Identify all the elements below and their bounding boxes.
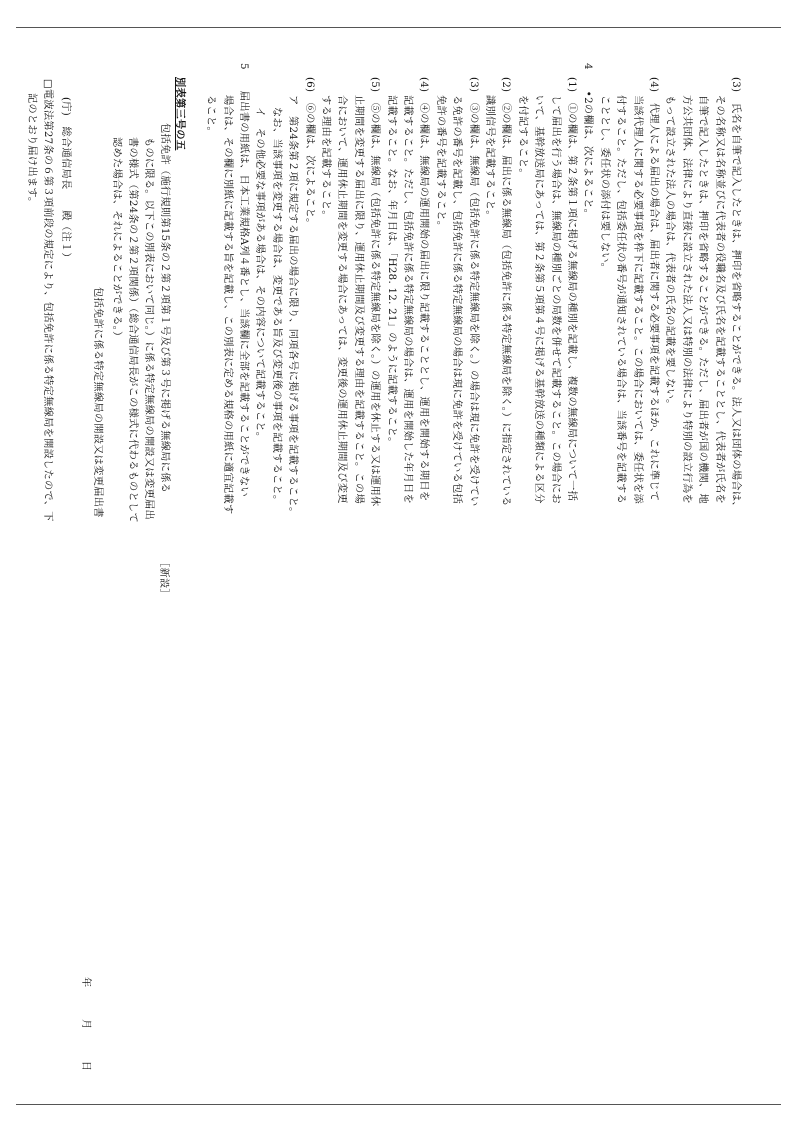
- date-field: 年 月 日: [80, 977, 91, 1072]
- instruction-line: (6) ⑥の欄は、次によること。: [303, 77, 315, 229]
- instruction-line: いて、基幹放送局にあっては、第２条第５項第４号に掲げる基幹放送の種類による区分: [533, 95, 545, 504]
- instruction-line: 合において、運用休止期間を変更する場合にあっては、変更後の運用休止期間及び変更: [336, 95, 348, 504]
- instruction-line: (3) ③の欄は、無線局（包括免許に係る特定無線局を除く。）の場合は現に免許を受けてい: [467, 77, 479, 507]
- instruction-line: する理由を記載すること。: [320, 95, 331, 221]
- bottom-rule: [16, 1104, 781, 1105]
- instruction-line: ア 第24条第２項に規定する届出の場合に限り、同項各号に掲げる事項を記載すること。: [287, 95, 299, 518]
- instruction-line: を付記すること。: [516, 95, 528, 179]
- addressee: (庁) 総合通信局長 殿（注１）: [60, 97, 71, 263]
- appendix-line: 書の様式（第24条の２第２項関係）（総合通信局長がこの様式に代わるものとして: [127, 137, 138, 524]
- new-tag: ［新設］: [158, 557, 169, 599]
- instruction-line: 方公共団体、法律により直接に設立された法人又は特別の法律により特別の設立行為を: [680, 95, 692, 505]
- instruction-line: 記載すること。なお、年月日は、「H28. 12. 21」のように記載すること。: [385, 95, 397, 448]
- instruction-line: (4) 代理人による届出の場合は、届出者に関する必要事項を記載するほか、これに準じて: [648, 77, 659, 502]
- instruction-line: その名称又は名称並びに代表者の役職名及び氏名を記載することとし、代表者が氏名を: [713, 95, 725, 505]
- appendix-title: 別表第三号の五: [174, 77, 186, 151]
- instruction-line: 自筆で記入したときは、押印を省略することができる。ただし、届出者が国の機関、地: [697, 95, 709, 505]
- instruction-line: る免許の番号を記載し、包括免許に係る特定無線局の場合は現に免許を受けている包括: [451, 95, 463, 505]
- appendix-line: 認めた場合は、それによることができる。）: [111, 137, 122, 342]
- instruction-line: 4 •2の欄は、次によること。: [582, 63, 594, 220]
- rotated-sheet: [16, 27, 781, 1104]
- rotated-content: [16, 27, 781, 1104]
- instruction-line: 止期間を変更する届出に限り、運用休止期間及び変更する理由を記載すること。この場: [352, 95, 364, 505]
- instruction-line: (4) ④の欄は、無線局の運用開始の届出に限り記載することとし、運用を開始する期日を: [418, 77, 430, 502]
- instruction-line: 免許の番号を記載すること。: [434, 95, 446, 232]
- instruction-line: なお、当該事項を変更する場合は、変更である旨及び変更後の事項を記載すること。: [270, 107, 282, 506]
- instruction-line: 当該代理人に関する必要事項を枠下に記載すること。この場合においては、委任状を添: [631, 95, 643, 505]
- appendix-line: 包括免許（施行規則第15条の２第２項第１号及び第３号に掲げる無線局に係る: [159, 123, 170, 494]
- instruction-line: 5 届出書の用紙は、日本工業規格A列４番とし、当該欄に全部を記載することができない: [238, 63, 249, 497]
- instruction-line: 記載すること。ただし、包括免許に係る特定無線局の場合は、運用を開始した年月日を: [402, 95, 413, 505]
- instruction-line: して届出を行う場合は、無線局の種別ごとの局数を併せて記載すること。この場合にお: [549, 95, 561, 505]
- instruction-line: (3) 氏名を自筆で記入したときは、押印を省略することができる。法人又は団体の場合は、: [730, 77, 741, 512]
- instruction-line: ること。: [205, 95, 217, 137]
- instruction-line: (1) ①の欄は、第２条第１項に掲げる無線局の種別を記載し、複数の無線局について一括: [566, 77, 577, 502]
- declaration-checkbox-line: □電波法第27条の６第３項前段の規定により、包括免許に係る特定無線局を開設したので、下: [42, 79, 53, 522]
- instruction-line: (5) ⑤の欄は、無線局（包括免許に係る特定無線局を除く。）の運用を休止する又は運用休: [369, 77, 381, 507]
- instruction-line: 場合は、その欄に別紙に記載する旨を記載し、この別表に定める規格の用紙に適宜記載す: [221, 95, 233, 515]
- instruction-line: こととし、委任状の添付は要しない。: [598, 95, 610, 274]
- instruction-line: (2) ②の欄は、届出に係る無線局（包括免許に係る特定無線局を除く。）に指定されている: [500, 77, 512, 507]
- instruction-line: もって設立された法人の場合は、代表者の氏名の記載を要しない。: [664, 95, 676, 410]
- declaration-line: 記のとおり届け出ます。: [26, 93, 37, 208]
- appendix-line: ものに限る。以下この別表において同じ。）に係る特定無線局の開設又は変更届出: [143, 137, 154, 520]
- instruction-line: イ その他必要な事項がある場合は、その内容について記載すること。: [254, 107, 266, 443]
- form-title: 包括免許に係る特定無線局の開設又は変更届出書: [92, 287, 103, 518]
- instruction-line: 付すること。ただし、包括委任状の番号が通知されている場合は、当該番号を記載する: [615, 95, 627, 505]
- instruction-line: 識別信号を記載すること。: [484, 95, 495, 221]
